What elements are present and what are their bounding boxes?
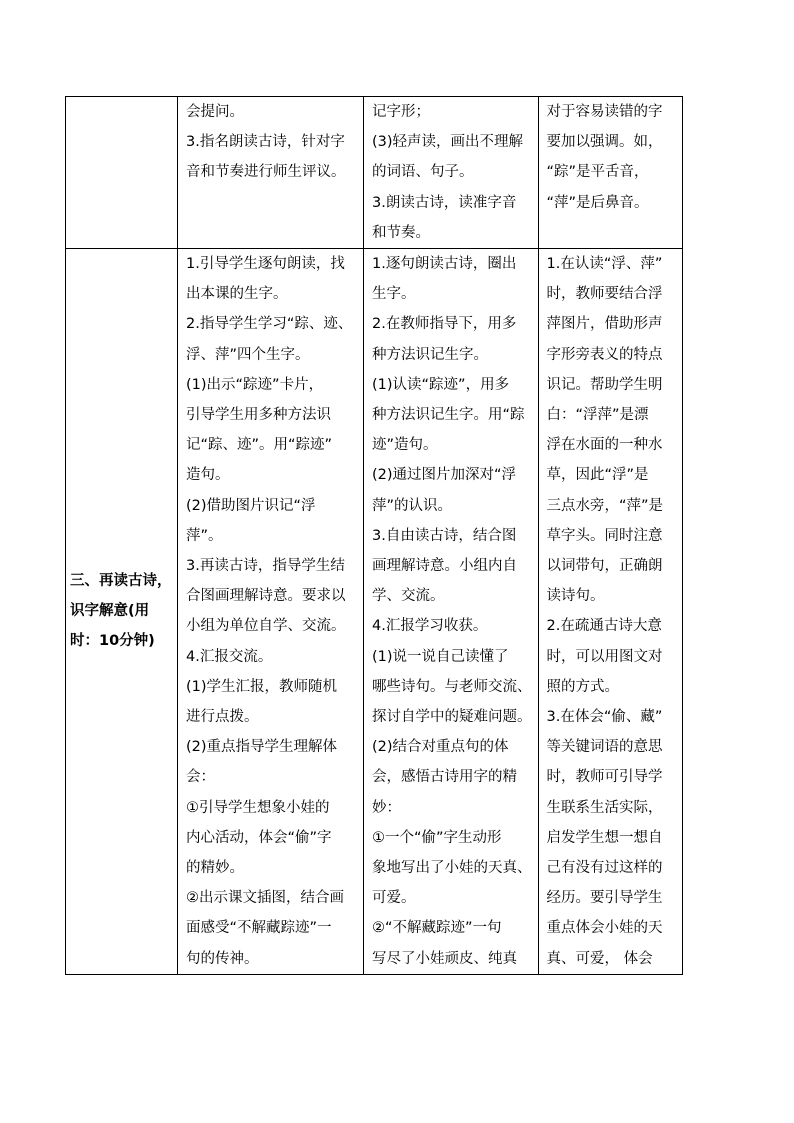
text-line: “踪”是平舌音， [546, 164, 649, 181]
design-notes-cell [538, 249, 682, 975]
text-line: 学、交流。 [372, 588, 445, 605]
text-line: 会提问。 [186, 104, 244, 120]
text-line: (3)轻声读，画出不理解 [372, 134, 524, 151]
text-line: 三点水旁，“萍”是 [546, 497, 664, 514]
text-line: 萍”。 [186, 527, 223, 544]
text-line: 1.在认读“浮、萍” [546, 256, 663, 273]
text-line: 时，教师要结合浮 [546, 286, 663, 303]
text-line: 写尽了小娃顽皮、纯真 [372, 950, 517, 967]
text-line: 3.自由读古诗，结合图 [372, 527, 517, 544]
text-line: 记“踪、迹”。用“踪迹” [186, 437, 333, 454]
text-line: 萍”的认识。 [372, 497, 453, 514]
text-line: 进行点拨。 [186, 709, 259, 726]
text-line: 等关键词语的意思 [546, 739, 663, 756]
lesson-plan-table [65, 96, 683, 975]
text-line: 时，教师可引导学 [546, 769, 663, 786]
stage-cell [66, 97, 178, 249]
text-line: 3.指名朗读古诗，针对字 [186, 134, 345, 151]
text-line: 3.朗读古诗，读准字音 [372, 194, 517, 211]
text-line: 2.在教师指导下，用多 [372, 316, 517, 333]
text-line: 3.再读古诗，指导学生结 [186, 558, 345, 575]
text-line: 浮在水面的一种水 [546, 437, 663, 454]
stage-cell [66, 249, 178, 975]
text-line: 2.在疏通古诗大意 [546, 618, 662, 635]
text-line: 以词带句，正确朗 [546, 558, 663, 575]
text-line: 三、再读古诗， [70, 573, 172, 590]
text-line: 画理解诗意。小组内自 [372, 558, 517, 575]
student-activity-cell [364, 97, 539, 249]
text-line: ②出示课文插图，结合画 [186, 890, 344, 907]
text-line: 2.指导学生学习“踪、迹、 [186, 316, 353, 333]
text-line: (1)说一说自己读懂了 [372, 648, 509, 665]
text-line: (2)通过图片加深对“浮 [372, 467, 517, 484]
text-line: 探讨自学中的疑难问题。 [372, 709, 532, 726]
text-line: 草，因此“浮”是 [546, 467, 649, 484]
text-line: 出本课的生字。 [186, 286, 288, 303]
text-line: 真、可爱， 体会 [546, 950, 653, 967]
text-line: 重点体会小娃的天 [546, 920, 663, 937]
text-line: 会： [186, 769, 215, 786]
text-line: “萍”是后鼻音。 [546, 194, 649, 211]
text-line: 可爱。 [372, 890, 416, 907]
student-activity-cell [364, 249, 539, 975]
text-line: 会，感悟古诗用字的精 [372, 769, 517, 786]
text-line: 3.在体会“偷、藏” [546, 709, 663, 726]
text-line: 4.汇报交流。 [186, 648, 273, 665]
table-row [66, 249, 683, 975]
text-line: 造句。 [186, 467, 230, 484]
text-line: 内心活动，体会“偷”字 [186, 829, 332, 846]
text-line: 时：10分钟) [70, 633, 155, 650]
text-line: 和节奏。 [372, 224, 430, 241]
text-line: 字形旁表义的特点 [546, 346, 663, 363]
teacher-activity-cell [178, 97, 364, 249]
text-line: ①一个“偷”字生动形 [372, 829, 502, 846]
design-notes-cell [538, 97, 682, 249]
text-line: 草字头。同时注意 [546, 527, 663, 544]
text-line: 种方法识记生字。 [372, 346, 488, 363]
text-line: 启发学生想一想自 [546, 829, 663, 846]
text-line: 1.逐句朗读古诗，圈出 [372, 256, 517, 273]
text-line: 要加以强调。如， [546, 134, 663, 151]
text-line: 的词语、句子。 [372, 164, 474, 181]
text-line: 时，可以用图文对 [546, 648, 663, 665]
text-line: 读诗句。 [546, 588, 605, 605]
text-line: 白：“浮萍”是漂 [546, 407, 649, 424]
table-row [66, 97, 683, 249]
text-line: 经历。要引导学生 [546, 890, 663, 907]
text-line: 对于容易读错的字 [546, 104, 663, 120]
teacher-activity-cell [178, 249, 364, 975]
text-line: 象地写出了小娃的天真、 [372, 860, 532, 877]
text-line: (2)重点指导学生理解体 [186, 739, 338, 756]
text-line: 的精妙。 [186, 860, 244, 877]
text-line: 妙： [372, 799, 401, 816]
text-line: 记字形； [372, 104, 430, 120]
text-line: (1)学生汇报，教师随机 [186, 678, 338, 695]
text-line: 1.引导学生逐句朗读，找 [186, 256, 345, 273]
text-line: 浮、萍”四个生字。 [186, 346, 310, 363]
text-line: (2)借助图片识记“浮 [186, 497, 316, 514]
text-line: ①引导学生想象小娃的 [186, 799, 330, 816]
text-line: 面感受“不解藏踪迹”一 [186, 920, 332, 937]
text-line: 音和节奏进行师生评议。 [186, 164, 346, 181]
text-line: 句的传神。 [186, 950, 259, 967]
text-line: 己有没有过这样的 [546, 860, 663, 877]
text-line: 生字。 [372, 286, 416, 303]
text-line: 萍图片，借助形声 [546, 316, 663, 333]
text-line: 小组为单位自学、交流。 [186, 618, 346, 635]
text-line: 生联系生活实际， [546, 799, 663, 816]
text-line: (2)结合对重点句的体 [372, 739, 509, 756]
text-line: 识字解意(用 [70, 603, 150, 620]
text-line: (1)出示“踪迹”卡片， [186, 376, 324, 393]
text-line: 引导学生用多种方法识 [186, 407, 331, 424]
text-line: 识记。帮助学生明 [546, 376, 663, 393]
text-line: ②“不解藏踪迹”一句 [372, 920, 502, 937]
text-line: (1)认读“踪迹”，用多 [372, 376, 510, 393]
text-line: 种方法识记生字。用“踪 [372, 407, 525, 424]
text-line: 哪些诗句。与老师交流、 [372, 678, 532, 695]
text-line: 照的方式。 [546, 678, 619, 695]
text-line: 合图画理解诗意。要求以 [186, 588, 346, 605]
text-line: 4.汇报学习收获。 [372, 618, 488, 635]
text-line: 迹”造句。 [372, 437, 438, 454]
